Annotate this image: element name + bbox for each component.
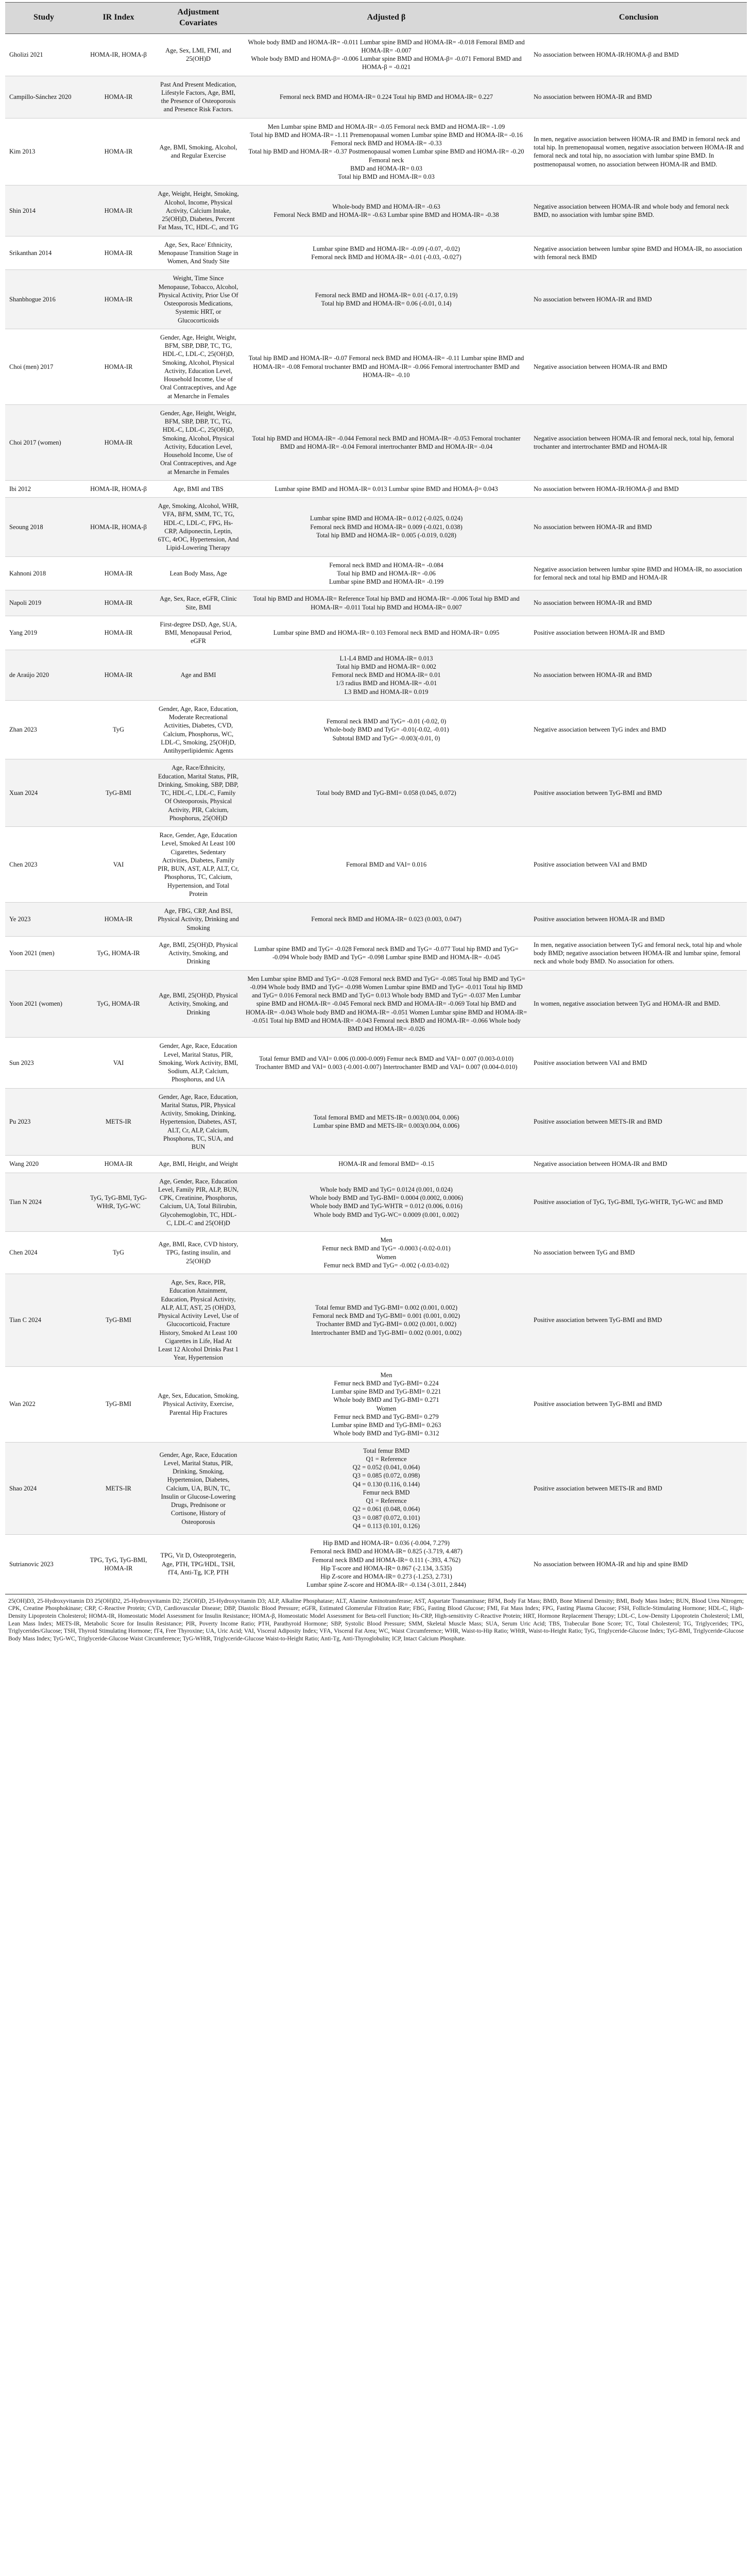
header-ir-index: IR Index bbox=[82, 3, 155, 34]
study-cell: Tian C 2024 bbox=[5, 1274, 82, 1367]
covariates-cell: Age, BMI, Height, and Weight bbox=[155, 1156, 242, 1173]
table-row bbox=[5, 33, 747, 76]
beta-line: Whole body BMD and TyG-BMI= 0.0004 (0.0002, 0.0006) bbox=[310, 1194, 463, 1202]
beta-line: Total femur BMD bbox=[363, 1447, 410, 1454]
conclusion-cell: No association between HOMA-IR and BMD bbox=[531, 650, 747, 700]
beta-line: Whole-body BMD and TyG= -0.01(-0.02, -0.01) bbox=[323, 726, 449, 734]
study-cell: Napoli 2019 bbox=[5, 590, 82, 616]
beta-line: Q4 = 0.113 (0.101, 0.126) bbox=[352, 1522, 420, 1530]
beta-line: Total femur BMD and VAI= 0.006 (0.000-0.009) Femur neck BMD and VAI= 0.007 (0.003-0.010) Trochanter BMD and VAI= 0.003 (-0.001-0.007) Intertrochanter BMD and VAI= 0.007 (0.004-0.010) bbox=[255, 1055, 518, 1071]
conclusion-cell: Positive association between VAI and BMD bbox=[531, 1038, 747, 1088]
covariates-cell: Gender, Age, Height, Weight, BFM, SBP, DBP, TC, TG, HDL-C, LDL-C, 25(OH)D, Smoking, Alcohol, Physical Activity, Education Level, Household Income, Use of Oral Contraceptives, and Age at Menarche in Females bbox=[155, 329, 242, 404]
conclusion-cell: Positive association between METS-IR and BMD bbox=[531, 1442, 747, 1535]
adjusted-beta-cell bbox=[242, 556, 531, 590]
study-cell: Sun 2023 bbox=[5, 1038, 82, 1088]
beta-line: Whole body BMD and TyG-BMI= 0.271 bbox=[333, 1396, 439, 1404]
table-row bbox=[5, 1038, 747, 1088]
study-cell: Yoon 2021 (women) bbox=[5, 970, 82, 1038]
beta-line: Lumbar spine BMD and HOMA-IR= 0.013 Lumbar spine BMD and HOMA-β= 0.043 bbox=[275, 485, 498, 493]
study-cell: Tian N 2024 bbox=[5, 1173, 82, 1232]
beta-line: Whole body BMD and TyG-BMI= 0.312 bbox=[333, 1430, 439, 1437]
study-cell: Kim 2013 bbox=[5, 118, 82, 185]
ir-index-cell: TyG bbox=[82, 700, 155, 759]
ir-index-cell: HOMA-IR bbox=[82, 236, 155, 270]
beta-line: Men bbox=[380, 1371, 392, 1379]
table-row bbox=[5, 700, 747, 759]
table-row bbox=[5, 970, 747, 1038]
study-cell: Xuan 2024 bbox=[5, 759, 82, 827]
study-cell: Zhan 2023 bbox=[5, 700, 82, 759]
adjusted-beta-cell bbox=[242, 1156, 531, 1173]
beta-line: Lumbar spine BMD and HOMA-IR= -0.199 bbox=[329, 578, 444, 586]
study-cell: Srikanthan 2014 bbox=[5, 236, 82, 270]
study-cell: Gholizi 2021 bbox=[5, 33, 82, 76]
beta-line: Q1 = Reference bbox=[366, 1455, 407, 1463]
table-row bbox=[5, 236, 747, 270]
conclusion-cell: Negative association between lumbar spine BMD and HOMA-IR, no association for femoral neck and total hip BMD and HOMA-IR bbox=[531, 556, 747, 590]
table-row bbox=[5, 76, 747, 118]
beta-line: Femoral neck BMD and TyG= -0.01 (-0.02, 0) bbox=[326, 718, 447, 725]
adjusted-beta-cell bbox=[242, 1366, 531, 1442]
conclusion-cell: In women, negative association between TyG and HOMA-IR and BMD. bbox=[531, 970, 747, 1038]
conclusion-cell: No association between HOMA-IR and hip and spine BMD bbox=[531, 1535, 747, 1594]
table-row bbox=[5, 1274, 747, 1367]
conclusion-cell: No association between HOMA-IR and BMD bbox=[531, 270, 747, 329]
beta-line: Femoral neck BMD and HOMA-IR= 0.111 (-.393, 4.762) bbox=[312, 1556, 461, 1564]
conclusion-cell: Negative association between TyG index and BMD bbox=[531, 700, 747, 759]
beta-line: Q4 = 0.130 (0.116, 0.144) bbox=[352, 1480, 420, 1488]
table-row bbox=[5, 590, 747, 616]
conclusion-cell: Positive association between TyG-BMI and BMD bbox=[531, 1366, 747, 1442]
beta-line: Femur neck BMD bbox=[363, 1488, 410, 1496]
table-row bbox=[5, 270, 747, 329]
beta-line: Whole body BMD and HOMA-IR= -0.011 Lumbar spine BMD and HOMA-IR= -0.018 Femoral BMD and HOMA-IR= -0.007 bbox=[248, 38, 525, 54]
beta-line: Hip BMD and HOMA-IR= 0.036 (-0.004, 7.279) bbox=[323, 1539, 450, 1547]
beta-line: Subtotal BMD and TyG= -0.003(-0.01, 0) bbox=[332, 734, 440, 742]
conclusion-cell: No association between HOMA-IR and BMD bbox=[531, 76, 747, 118]
beta-line: Total hip BMD and HOMA-IR= -0.044 Femoral neck BMD and HOMA-IR= -0.053 Femoral trochanter BMD and HOMA-IR= -0.04 Femoral intertrochanter BMD and HOMA-IR= -0.04 bbox=[252, 434, 521, 450]
conclusion-cell: Positive association between TyG-BMI and BMD bbox=[531, 1274, 747, 1367]
conclusion-cell: In men, negative association between TyG and femoral neck, total hip and whole body BMD; negative association between HOMA-IR and lumbar spine, femoral neck and whole body BMD. No association for others. bbox=[531, 936, 747, 970]
beta-line: Men Lumbar spine BMD and HOMA-IR= -0.05 Femoral neck BMD and HOMA-IR= -1.09 bbox=[267, 123, 505, 130]
table-row bbox=[5, 616, 747, 650]
beta-line: Femur neck BMD and TyG-BMI= 0.279 bbox=[334, 1413, 439, 1420]
beta-line: Men Lumbar spine BMD and TyG= -0.028 Femoral neck BMD and TyG= -0.085 Total hip BMD and TyG= -0.094 Whole body BMD and TyG= -0.098 Women Lumbar spine BMD and TyG= -0.011 Total hip BMD and TyG= 0.016 Femoral neck BMD and TyG= 0.013 Whole body BMD and TyG= -0.037 Men Lumbar spine BMD and HOMA-IR= -0.045 Femoral neck BMD and HOMA-IR= -0.069 Total hip BMD and HOMA-IR= -0.043 Whole body BMD and HOMA-IR= -0.051 Women Lumbar spine BMD and HOMA-IR= -0.051 Total hip BMD and HOMA-IR= -0.043 Femoral neck BMD and HOMA-IR= -0.066 Whole body BMD and HOMA-IR= -0.026 bbox=[245, 975, 527, 1033]
covariates-cell: Age, BMI, 25(OH)D, Physical Activity, Smoking, and Drinking bbox=[155, 936, 242, 970]
ir-index-cell: VAI bbox=[82, 1038, 155, 1088]
table-row bbox=[5, 1173, 747, 1232]
ir-index-cell: TyG, HOMA-IR bbox=[82, 936, 155, 970]
covariates-cell: Age, BMI, Smoking, Alcohol, and Regular Exercise bbox=[155, 118, 242, 185]
ir-index-cell: HOMA-IR bbox=[82, 903, 155, 937]
ir-index-cell: HOMA-IR bbox=[82, 185, 155, 236]
covariates-cell: Age, Gender, Race, Education Level, Family PIR, ALP, BUN, CPK, Creatinine, Phosphorus, Calcium, UA, Total Bilirubin, Glycohemoglobin, TC, HDL-C, LDL-C and 25(OH)D bbox=[155, 1173, 242, 1232]
beta-line: Femoral neck BMD and HOMA-IR= 0.825 (-3.719, 4.487) bbox=[310, 1548, 463, 1555]
study-cell: Wang 2020 bbox=[5, 1156, 82, 1173]
conclusion-cell: Positive association between VAI and BMD bbox=[531, 827, 747, 903]
study-cell: Sutrianovic 2023 bbox=[5, 1535, 82, 1594]
adjusted-beta-cell bbox=[242, 76, 531, 118]
adjusted-beta-cell bbox=[242, 480, 531, 497]
beta-line: Total hip BMD and HOMA-IR= 0.005 (-0.019, 0.028) bbox=[316, 531, 456, 539]
beta-line: Total body BMD and TyG-BMI= 0.058 (0.045, 0.072) bbox=[316, 789, 456, 797]
ir-index-cell: HOMA-IR bbox=[82, 404, 155, 480]
beta-line: Whole body BMD and HOMA-β= -0.006 Lumbar spine BMD and HOMA-β= -0.071 Femoral BMD and HOMA-β = -0.021 bbox=[251, 55, 522, 71]
beta-line: Lumbar spine BMD and HOMA-IR= 0.012 (-0.025, 0.024) bbox=[310, 515, 463, 522]
beta-line: Femoral neck BMD and HOMA-IR= 0.01 (-0.17, 0.19) bbox=[315, 291, 458, 299]
study-cell: Yoon 2021 (men) bbox=[5, 936, 82, 970]
conclusion-cell: Positive association of TyG, TyG-BMI, TyG-WHTR, TyG-WC and BMD bbox=[531, 1173, 747, 1232]
table-row bbox=[5, 1088, 747, 1156]
beta-line: Total hip BMD and HOMA-IR= -1.11 Premenopausal women Lumbar spine BMD and HOMA-IR= -0.16 bbox=[250, 131, 523, 139]
ir-index-cell: HOMA-IR, HOMA-β bbox=[82, 33, 155, 76]
ir-index-cell: HOMA-IR, HOMA-β bbox=[82, 498, 155, 557]
table-header bbox=[5, 3, 747, 34]
beta-line: Total hip BMD and HOMA-IR= 0.03 bbox=[338, 173, 435, 181]
header-adjustment-covariates: Adjustment Covariates bbox=[155, 3, 242, 34]
adjusted-beta-cell bbox=[242, 1173, 531, 1232]
beta-line: 1/3 radius BMD and HOMA-IR= -0.01 bbox=[335, 680, 437, 687]
beta-line: Trochanter BMD and TyG-BMI= 0.002 (0.001, 0.002) bbox=[316, 1320, 457, 1328]
beta-line: Femoral BMD and VAI= 0.016 bbox=[346, 860, 427, 868]
adjusted-beta-cell bbox=[242, 185, 531, 236]
header-study: Study bbox=[5, 3, 82, 34]
adjusted-beta-cell bbox=[242, 616, 531, 650]
beta-line: Total hip BMD and HOMA-IR= -0.06 bbox=[337, 569, 436, 577]
conclusion-cell: Negative association between HOMA-IR and whole body and femoral neck BMD, no association with lumbar spine BMD. bbox=[531, 185, 747, 236]
adjusted-beta-cell bbox=[242, 1535, 531, 1594]
conclusion-cell: Negative association between lumbar spine BMD and HOMA-IR, no association with femoral neck BMD bbox=[531, 236, 747, 270]
study-cell: Chen 2024 bbox=[5, 1232, 82, 1274]
table-row bbox=[5, 118, 747, 185]
ir-index-cell: METS-IR bbox=[82, 1088, 155, 1156]
study-cell: Ibi 2012 bbox=[5, 480, 82, 497]
header-row bbox=[5, 3, 747, 34]
conclusion-cell: Negative association between HOMA-IR and femoral neck, total hip, femoral trochanter and intertrochanter BMD and HOMA-IR bbox=[531, 404, 747, 480]
table-row bbox=[5, 480, 747, 497]
covariates-cell: Age, Sex, Education, Smoking, Physical Activity, Exercise, Parental Hip Fractures bbox=[155, 1366, 242, 1442]
beta-line: Q2 = 0.052 (0.041, 0.064) bbox=[352, 1464, 420, 1471]
study-cell: Chen 2023 bbox=[5, 827, 82, 903]
adjusted-beta-cell bbox=[242, 404, 531, 480]
covariates-cell: Age, Sex, Race, PIR, Education Attainment, Education, Physical Activity, ALP, ALT, AST, 25 (OH)D3, Physical Activity Level, Use of Glucocorticoid, Fracture History, Smoked At Least 100 Cigarettes in Life, Had At Least 12 Alcohol Drinks Past 1 Year, Hypertension bbox=[155, 1274, 242, 1367]
beta-line: Femoral Neck BMD and HOMA-IR= -0.63 Lumbar spine BMD and HOMA-IR= -0.38 bbox=[274, 211, 499, 218]
ir-index-cell: HOMA-IR bbox=[82, 1156, 155, 1173]
study-cell: Yang 2019 bbox=[5, 616, 82, 650]
ir-index-cell: HOMA-IR bbox=[82, 590, 155, 616]
conclusion-cell: No association between TyG and BMD bbox=[531, 1232, 747, 1274]
beta-line: Lumbar spine BMD and TyG= -0.028 Femoral neck BMD and TyG= -0.077 Total hip BMD and TyG= -0.094 Whole body BMD and TyG= -0.098 Lumbar spine BMD and HOMA-IR= -0.045 bbox=[254, 945, 519, 961]
ir-index-cell: HOMA-IR bbox=[82, 650, 155, 700]
adjusted-beta-cell bbox=[242, 1442, 531, 1535]
table-row bbox=[5, 498, 747, 557]
table-row bbox=[5, 903, 747, 937]
adjusted-beta-cell bbox=[242, 700, 531, 759]
beta-line: L1-L4 BMD and HOMA-IR= 0.013 bbox=[339, 654, 433, 662]
covariates-cell: Lean Body Mass, Age bbox=[155, 556, 242, 590]
study-cell: Shanbhogue 2016 bbox=[5, 270, 82, 329]
beta-line: Femur neck BMD and TyG-BMI= 0.224 bbox=[334, 1379, 439, 1387]
table-row bbox=[5, 650, 747, 700]
ir-index-cell: TyG, HOMA-IR bbox=[82, 970, 155, 1038]
conclusion-cell: No association between HOMA-IR/HOMA-β and BMD bbox=[531, 480, 747, 497]
adjusted-beta-cell bbox=[242, 827, 531, 903]
beta-line: Total femur BMD and TyG-BMI= 0.002 (0.001, 0.002) bbox=[315, 1303, 458, 1311]
covariates-cell: Gender, Age, Race, Education, Moderate Recreational Activities, Diabetes, CVD, Calcium, Phosphorus, WC, LDL-C, Smoking, 25(OH)D, Antihyperlipidemic Agents bbox=[155, 700, 242, 759]
beta-line: HOMA-IR and femoral BMD= -0.15 bbox=[338, 1160, 434, 1168]
adjusted-beta-cell bbox=[242, 590, 531, 616]
covariates-cell: Age, Sex, Race, eGFR, Clinic Site, BMI bbox=[155, 590, 242, 616]
study-cell: Kahnoni 2018 bbox=[5, 556, 82, 590]
beta-line: Total hip BMD and HOMA-IR= Reference Total hip BMD and HOMA-IR= -0.006 Total hip BMD and HOMA-IR= -0.011 Total hip BMD and HOMA-IR= 0.007 bbox=[253, 595, 520, 611]
studies-table bbox=[5, 2, 747, 1594]
ir-index-cell: HOMA-IR bbox=[82, 616, 155, 650]
conclusion-cell: No association between HOMA-IR and BMD bbox=[531, 590, 747, 616]
beta-line: Whole body BMD and TyG-WHTR = 0.012 (0.006, 0.016) bbox=[310, 1202, 463, 1210]
beta-line: Whole body BMD and TyG-WC= 0.0009 (0.001, 0.002) bbox=[314, 1211, 459, 1218]
covariates-cell: Gender, Age, Race, Education Level, Marital Status, PIR, Drinking, Smoking, Hypertension, Diabetes, Calcium, UA, BUN, TC, Insulin or Glucose-Lowering Drugs, Prednisone or Cortisone, History of Osteoporosis bbox=[155, 1442, 242, 1535]
ir-index-cell: HOMA-IR bbox=[82, 556, 155, 590]
beta-line: Femoral neck BMD and HOMA-IR= -0.084 bbox=[329, 561, 443, 569]
beta-line: Femoral neck BMD and HOMA-IR= -0.33 bbox=[331, 140, 442, 147]
beta-line: Femoral neck BMD and HOMA-IR= -0.01 (-0.03, -0.027) bbox=[311, 253, 462, 261]
table-row bbox=[5, 1442, 747, 1535]
conclusion-cell: No association between HOMA-IR/HOMA-β and BMD bbox=[531, 33, 747, 76]
table-row bbox=[5, 1232, 747, 1274]
conclusion-cell: Positive association between HOMA-IR and BMD bbox=[531, 616, 747, 650]
table-row bbox=[5, 936, 747, 970]
beta-line: Femoral neck BMD and HOMA-IR= 0.01 bbox=[332, 671, 441, 679]
adjusted-beta-cell bbox=[242, 118, 531, 185]
study-cell: Choi (men) 2017 bbox=[5, 329, 82, 404]
adjusted-beta-cell bbox=[242, 236, 531, 270]
study-cell: Pu 2023 bbox=[5, 1088, 82, 1156]
table-row bbox=[5, 556, 747, 590]
covariates-cell: Age, BMI and TBS bbox=[155, 480, 242, 497]
adjusted-beta-cell bbox=[242, 1088, 531, 1156]
covariates-cell: Gender, Age, Race, Education Level, Marital Status, PIR, Smoking, Work Activity, BMI, Sodium, ALP, Calcium, Phosphorus, and UA bbox=[155, 1038, 242, 1088]
table-row bbox=[5, 404, 747, 480]
beta-line: Femur neck BMD and TyG= -0.002 (-0.03-0.02) bbox=[323, 1261, 449, 1269]
conclusion-cell: Negative association between HOMA-IR and BMD bbox=[531, 1156, 747, 1173]
covariates-cell: Past And Present Medication, Lifestyle Factors, Age, BMI, the Presence of Osteoporosis and Presence Risk Factors. bbox=[155, 76, 242, 118]
study-cell: Shao 2024 bbox=[5, 1442, 82, 1535]
beta-line: Total hip BMD and HOMA-IR= 0.002 bbox=[336, 663, 436, 670]
adjusted-beta-cell bbox=[242, 936, 531, 970]
beta-line: Lumbar spine Z-score and HOMA-IR= -0.134 (-3.011, 2.844) bbox=[306, 1581, 466, 1589]
beta-line: Men bbox=[380, 1236, 392, 1244]
beta-line: Total femoral BMD and METS-IR= 0.003(0.004, 0.006) bbox=[313, 1114, 459, 1122]
beta-line: Femoral neck BMD and HOMA-IR= 0.009 (-0.021, 0.038) bbox=[310, 523, 463, 531]
beta-line: Lumbar spine BMD and METS-IR= 0.003(0.004, 0.006) bbox=[313, 1122, 460, 1130]
adjusted-beta-cell bbox=[242, 270, 531, 329]
study-cell: de Araújo 2020 bbox=[5, 650, 82, 700]
adjusted-beta-cell bbox=[242, 33, 531, 76]
ir-index-cell: HOMA-IR bbox=[82, 76, 155, 118]
table-row bbox=[5, 329, 747, 404]
covariates-cell: Weight, Time Since Menopause, Tobacco, Alcohol, Physical Activity, Prior Use Of Osteoporosis Medications, Systemic HRT, or Glucocorticoids bbox=[155, 270, 242, 329]
table-container bbox=[5, 2, 747, 1647]
covariates-cell: Age and BMI bbox=[155, 650, 242, 700]
covariates-cell: Age, Race/Ethnicity, Education, Marital Status, PIR, Drinking, Smoking, SBP, DBP, TC, HDL-C, LDL-C, Family Of Osteoporosis, Physical Activity, PIR, Calcium, Phosphorus, 25(OH)D bbox=[155, 759, 242, 827]
beta-line: BMD and HOMA-IR= 0.03 bbox=[350, 164, 422, 172]
beta-line: Lumbar spine BMD and TyG-BMI= 0.263 bbox=[331, 1421, 441, 1429]
ir-index-cell: HOMA-IR, HOMA-β bbox=[82, 480, 155, 497]
table-row bbox=[5, 1366, 747, 1442]
beta-line: Whole body BMD and TyG= 0.0124 (0.001, 0.024) bbox=[320, 1185, 453, 1193]
covariates-cell: First-degree DSD, Age, SUA, BMI, Menopausal Period, eGFR bbox=[155, 616, 242, 650]
beta-line: L3 BMD and HOMA-IR= 0.019 bbox=[344, 688, 429, 696]
beta-line: Lumbar spine BMD and HOMA-IR= -0.09 (-0.07, -0.02) bbox=[313, 245, 460, 252]
table-row bbox=[5, 827, 747, 903]
conclusion-cell: No association between HOMA-IR and BMD bbox=[531, 498, 747, 557]
ir-index-cell: TyG-BMI bbox=[82, 759, 155, 827]
beta-line: Hip Z-score and HOMA-IR= 0.273 (-1.253, 2.731) bbox=[320, 1573, 452, 1581]
table-row bbox=[5, 759, 747, 827]
table-row bbox=[5, 1535, 747, 1594]
beta-line: Intertrochanter BMD and TyG-BMI= 0.002 (0.001, 0.002) bbox=[311, 1329, 462, 1336]
beta-line: Femoral neck BMD and HOMA-IR= 0.224 Total hip BMD and HOMA-IR= 0.227 bbox=[279, 93, 493, 100]
adjusted-beta-cell bbox=[242, 329, 531, 404]
table-body bbox=[5, 33, 747, 1594]
beta-line: Q1 = Reference bbox=[366, 1497, 407, 1505]
ir-index-cell: TyG-BMI bbox=[82, 1366, 155, 1442]
adjusted-beta-cell bbox=[242, 498, 531, 557]
ir-index-cell: VAI bbox=[82, 827, 155, 903]
covariates-cell: Age, Smoking, Alcohol, WHR, VFA, BFM, SMM, TC, TG, HDL-C, LDL-C, FPG, Hs-CRP, Adiponectin, Leptin, 6TC, 4rOC, Hypertension, And Lipid-Lowering Therapy bbox=[155, 498, 242, 557]
covariates-cell: Age, BMI, Race, CVD history, TPG, fasting insulin, and 25(OH)D bbox=[155, 1232, 242, 1274]
study-cell: Shin 2014 bbox=[5, 185, 82, 236]
adjusted-beta-cell bbox=[242, 970, 531, 1038]
study-cell: Campillo-Sánchez 2020 bbox=[5, 76, 82, 118]
beta-line: Women bbox=[376, 1404, 397, 1412]
covariates-cell: Race, Gender, Age, Education Level, Smoked At Least 100 Cigarettes, Sedentary Activities, Diabetes, Family PIR, BUN, AST, ALP, ALT, Cr, Phosphorus, TC, Calcium, Hypertension, and Total Protein bbox=[155, 827, 242, 903]
study-cell: Choi 2017 (women) bbox=[5, 404, 82, 480]
study-cell: Wan 2022 bbox=[5, 1366, 82, 1442]
beta-line: Femoral neck BMD and TyG-BMI= 0.001 (0.001, 0.002) bbox=[312, 1312, 460, 1320]
beta-line: Q3 = 0.085 (0.072, 0.098) bbox=[352, 1472, 420, 1480]
table-row bbox=[5, 185, 747, 236]
header-adjusted-beta: Adjusted β bbox=[242, 3, 531, 34]
table-row bbox=[5, 1156, 747, 1173]
beta-line: Q3 = 0.087 (0.072, 0.101) bbox=[352, 1514, 420, 1521]
table-footnote: 25(OH)D3, 25-Hydroxyvitamin D3 25(OH)D2, 25-Hydroxyvitamin D2; 25(OH)D, 25-Hydroxyvitamin D3; ALP, Alkaline Phosphatase; ALT, Alanine Aminotransferase; AST, Aspartate Transaminase; BFM, Body Fat Mass; BMD, Bone Mineral Density; BMI, Body Mass Index; BUN, Blood Urea Nitrogen; CPK, Creatine Phosphokinase; CRP, C-Reactive Protein; CVD, Cardiovascular Disease; DBP, Diastolic Blood Pressure; eGFR, Estimated Glomerular Filtration Rate; FBG, Fasting Blood Glucose; FMI, Fat Mass Index; FPG, Fasting Plasma Glucose; FSH, Follicle-Stimulating Hormone; HDL-C, High-Density Lipoprotein Cholesterol; HOMA-IR, Homeostatic Model Assessment for Insulin Resistance; HOMA-β, Homeostatic Model Assessment for Beta-cell Function; Hs-CRP, High-sensitivity C-Reactive Protein; HRT, Hormone Replacement Therapy; LDL-C, Low-Density Lipoprotein Cholesterol; LMI, Lean Mass Index; METS-IR, Metabolic Score for Insulin Resistance; PIR, Poverty Income Ratio; PTH, Parathyroid Hormone; SBP, Systolic Blood Pressure; SMM, Skeletal Muscle Mass; SUA, Serum Uric Acid; TBS, Trabecular Bone Score; TC, Total Cholesterol; TG, Triglycerides; TPG, Triglycerides/Glucose; TSH, Thyroid Stimulating Hormone; fT4, Free Thyroxine; UA, Uric Acid; VAI, Visceral Adiposity Index; VFA, Visceral Fat Area; WC, Waist Circumference; WHR, Waist-to-Hip Ratio; WHtR, Waist-to-Height Ratio; TyG, Triglyceride-Glucose Index; TyG-BMI, Triglyceride-Glucose Body Mass Index; TyG-WC, Triglyceride-Glucose Waist Circumference; TyG-WHtR, Triglyceride-Glucose Waist-to-Height Ratio; Anti-Tg, Anti-Thyroglobulin; ICP, Intact Calcium Phosphate. bbox=[5, 1594, 747, 1647]
conclusion-cell: Positive association between METS-IR and BMD bbox=[531, 1088, 747, 1156]
beta-line: Lumbar spine BMD and HOMA-IR= 0.103 Femoral neck BMD and HOMA-IR= 0.095 bbox=[273, 629, 500, 637]
ir-index-cell: HOMA-IR bbox=[82, 270, 155, 329]
study-cell: Seoung 2018 bbox=[5, 498, 82, 557]
conclusion-cell: In men, negative association between HOMA-IR and BMD in femoral neck and total hip. In premenopausal women, negative association between HOMA-IR and femoral neck and total hip, no association with lumbar spine BMD. In postmenopausal women, no association between HOMA-IR and BMD. bbox=[531, 118, 747, 185]
beta-line: Whole-body BMD and HOMA-IR= -0.63 bbox=[332, 202, 440, 210]
covariates-cell: Age, Sex, Race/ Ethnicity, Menopause Transition Stage in Women, And Study Site bbox=[155, 236, 242, 270]
ir-index-cell: HOMA-IR bbox=[82, 329, 155, 404]
covariates-cell: TPG, Vit D, Osteoprotegerin, Age, PTH, TPG/HDL, TSH, fT4, Anti-Tg, ICP, PTH bbox=[155, 1535, 242, 1594]
ir-index-cell: TPG, TyG, TyG-BMI, HOMA-IR bbox=[82, 1535, 155, 1594]
header-conclusion: Conclusion bbox=[531, 3, 747, 34]
covariates-cell: Age, FBG, CRP, And BSI, Physical Activity, Drinking and Smoking bbox=[155, 903, 242, 937]
covariates-cell: Age, Sex, LMI, FMI, and 25(OH)D bbox=[155, 33, 242, 76]
ir-index-cell: METS-IR bbox=[82, 1442, 155, 1535]
beta-line: Women bbox=[376, 1253, 397, 1261]
covariates-cell: Gender, Age, Race, Education, Marital Status, PIR, Physical Activity, Smoking, Drinking, Hypertension, Diabetes, AST, ALT, Cr, ALP, Calcium, Phosphorus, TC, SUA, and BUN bbox=[155, 1088, 242, 1156]
beta-line: Total hip BMD and HOMA-IR= 0.06 (-0.01, 0.14) bbox=[321, 300, 452, 308]
conclusion-cell: Negative association between HOMA-IR and BMD bbox=[531, 329, 747, 404]
conclusion-cell: Positive association between HOMA-IR and BMD bbox=[531, 903, 747, 937]
covariates-cell: Age, BMI, 25(OH)D, Physical Activity, Smoking, and Drinking bbox=[155, 970, 242, 1038]
ir-index-cell: TyG bbox=[82, 1232, 155, 1274]
beta-line: Q2 = 0.061 (0.048, 0.064) bbox=[352, 1505, 420, 1513]
covariates-cell: Age, Weight, Height, Smoking, Alcohol, Income, Physical Activity, Calcium Intake, 25(OH)D, Diabetes, Percent Fat Mass, TC, HDL-C, and TG bbox=[155, 185, 242, 236]
beta-line: Hip T-score and HOMA-IR= 0.867 (-2.134, 3.535) bbox=[320, 1564, 452, 1572]
beta-line: Lumbar spine BMD and TyG-BMI= 0.221 bbox=[331, 1388, 441, 1396]
adjusted-beta-cell bbox=[242, 650, 531, 700]
ir-index-cell: TyG-BMI bbox=[82, 1274, 155, 1367]
beta-line: Femur neck BMD and TyG= -0.0003 (-0.02-0.01) bbox=[322, 1245, 451, 1252]
beta-line: Total hip BMD and HOMA-IR= -0.07 Femoral neck BMD and HOMA-IR= -0.11 Lumbar spine BMD and HOMA-IR= -0.08 Femoral trochanter BMD and HOMA-IR= -0.066 Femoral intertrochanter BMD and HOMA-IR= -0.10 bbox=[248, 354, 524, 379]
beta-line: Femoral neck BMD and HOMA-IR= 0.023 (0.003, 0.047) bbox=[311, 916, 462, 923]
adjusted-beta-cell bbox=[242, 759, 531, 827]
beta-line: Total hip BMD and HOMA-IR= -0.37 Postmenopausal women Lumbar spine BMD and HOMA-IR= -0.20 Femoral neck bbox=[248, 148, 524, 164]
adjusted-beta-cell bbox=[242, 903, 531, 937]
ir-index-cell: TyG, TyG-BMI, TyG-WHtR, TyG-WC bbox=[82, 1173, 155, 1232]
study-cell: Ye 2023 bbox=[5, 903, 82, 937]
covariates-cell: Gender, Age, Height, Weight, BFM, SBP, DBP, TC, TG, HDL-C, LDL-C, 25(OH)D, Smoking, Alcohol, Physical Activity, Education Level, Household Income, Use of Oral Contraceptives, and Age at Menarche in Females bbox=[155, 404, 242, 480]
conclusion-cell: Positive association between TyG-BMI and BMD bbox=[531, 759, 747, 827]
ir-index-cell: HOMA-IR bbox=[82, 118, 155, 185]
adjusted-beta-cell bbox=[242, 1038, 531, 1088]
adjusted-beta-cell bbox=[242, 1232, 531, 1274]
adjusted-beta-cell bbox=[242, 1274, 531, 1367]
